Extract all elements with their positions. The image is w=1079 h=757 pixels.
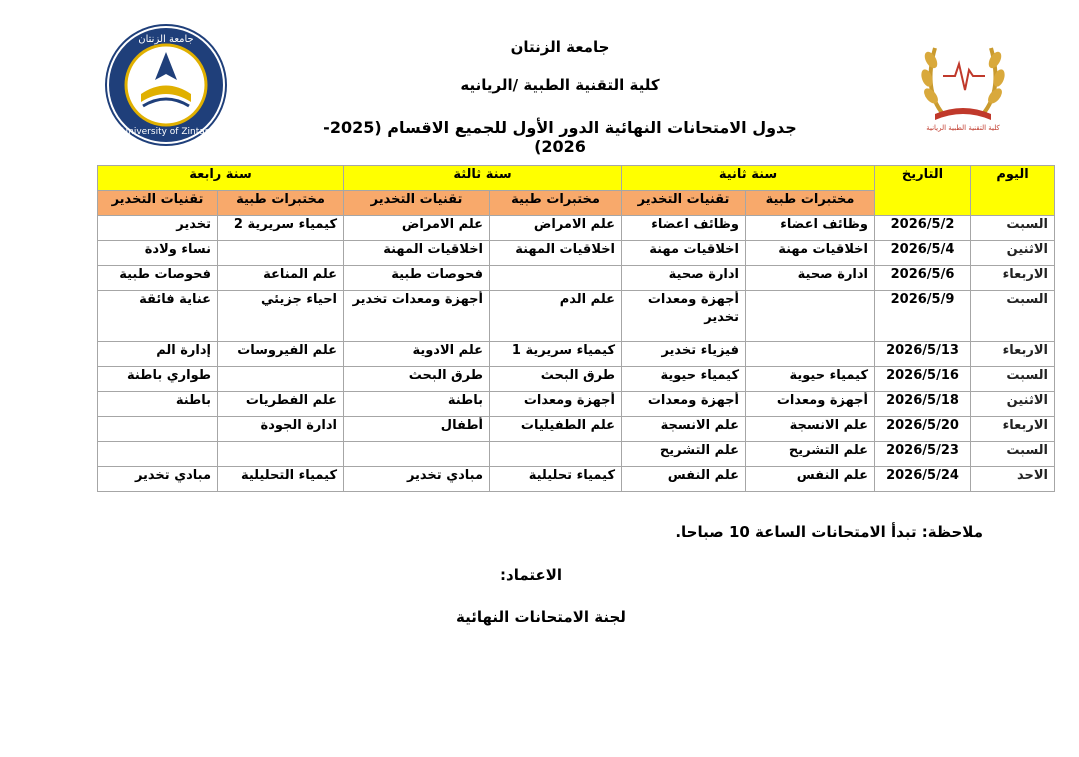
row-day: السبت	[971, 216, 1055, 241]
row-cell: علم التشريح	[622, 442, 746, 467]
row-cell: باطنة	[98, 392, 218, 417]
row-date: 2026/5/24	[875, 467, 971, 492]
header-day: اليوم	[971, 166, 1055, 216]
header-year-2: سنة ثانية	[622, 166, 875, 191]
college-logo	[913, 30, 1013, 134]
row-cell: باطنة	[344, 392, 490, 417]
row-day: الاثنين	[971, 392, 1055, 417]
row-cell: كيمياء التحليلية	[218, 467, 344, 492]
svg-text:University of Zintan: University of Zintan	[121, 127, 211, 137]
row-day: الاربعاء	[971, 342, 1055, 367]
row-cell	[344, 442, 490, 467]
table-row	[98, 266, 1055, 291]
header-year-4: سنة رابعة	[98, 166, 344, 191]
row-cell: علم الفطريات	[218, 392, 344, 417]
committee-signature: لجنة الامتحانات النهائية	[456, 608, 626, 626]
row-cell: كيمياء حيوية	[746, 367, 875, 392]
row-cell: تخدير	[98, 216, 218, 241]
row-cell: احياء جزيئي	[218, 291, 344, 342]
row-cell: كيمياء سريرية 2	[218, 216, 344, 241]
row-cell: علم المناعة	[218, 266, 344, 291]
row-cell: علم الانسجة	[746, 417, 875, 442]
row-cell	[218, 241, 344, 266]
row-cell	[98, 442, 218, 467]
row-cell: وظائف اعضاء	[746, 216, 875, 241]
row-date: 2026/5/20	[875, 417, 971, 442]
table-row	[98, 342, 1055, 367]
row-cell	[490, 442, 622, 467]
subheader: تقنيات التخدير	[344, 191, 490, 216]
subheader: تقنيات التخدير	[622, 191, 746, 216]
header-date: التاريخ	[875, 166, 971, 216]
row-cell: كيمياء سريرية 1	[490, 342, 622, 367]
exam-schedule-table	[97, 165, 1055, 492]
row-cell: اخلاقيات المهنة	[490, 241, 622, 266]
row-cell: ادارة الجودة	[218, 417, 344, 442]
row-cell: أجهزة ومعدات	[490, 392, 622, 417]
row-date: 2026/5/2	[875, 216, 971, 241]
row-cell: كيمياء حيوية	[622, 367, 746, 392]
row-cell: علم الامراض	[344, 216, 490, 241]
table-row	[98, 467, 1055, 492]
row-day: السبت	[971, 367, 1055, 392]
table-row	[98, 216, 1055, 241]
row-cell: أجهزة ومعدات	[746, 392, 875, 417]
row-cell: أطفال	[344, 417, 490, 442]
row-cell: أجهزة ومعدات	[622, 392, 746, 417]
row-cell	[98, 417, 218, 442]
row-date: 2026/5/6	[875, 266, 971, 291]
svg-text:جامعة الزنتان: جامعة الزنتان	[138, 34, 194, 45]
college-name: كلية التقنية الطبية /الريانيه	[460, 76, 660, 94]
row-cell	[218, 367, 344, 392]
row-cell: علم الادوية	[344, 342, 490, 367]
row-cell: علم النفس	[622, 467, 746, 492]
row-date: 2026/5/18	[875, 392, 971, 417]
svg-text:كلية التقنية الطبية الريانية: كلية التقنية الطبية الريانية	[926, 124, 1000, 132]
row-cell: علم النفس	[746, 467, 875, 492]
table-row	[98, 291, 1055, 342]
row-cell: أجهزة ومعدات تخدير	[622, 291, 746, 342]
row-date: 2026/5/13	[875, 342, 971, 367]
row-day: الاربعاء	[971, 266, 1055, 291]
row-cell: طرق البحث	[344, 367, 490, 392]
row-cell: فيزياء تخدير	[622, 342, 746, 367]
table-row	[98, 392, 1055, 417]
table-row	[98, 241, 1055, 266]
row-cell: علم التشريح	[746, 442, 875, 467]
table-row	[98, 367, 1055, 392]
row-cell	[490, 266, 622, 291]
table-row	[98, 417, 1055, 442]
row-cell: كيمياء تحليلية	[490, 467, 622, 492]
row-cell	[746, 291, 875, 342]
subheader: مختبرات طبية	[490, 191, 622, 216]
row-cell: علم الانسجة	[622, 417, 746, 442]
row-cell: فحوصات طبية	[344, 266, 490, 291]
row-cell: اخلاقيات مهنة	[622, 241, 746, 266]
row-cell: مبادي تخدير	[344, 467, 490, 492]
university-name: جامعة الزنتان	[510, 38, 610, 56]
row-day: السبت	[971, 291, 1055, 342]
row-cell: نساء ولادة	[98, 241, 218, 266]
row-cell: مبادي تخدير	[98, 467, 218, 492]
document-title: جدول الامتحانات النهائية الدور الأول للجميع الاقسام (2025-2026)	[323, 118, 797, 156]
row-cell	[746, 342, 875, 367]
row-cell: ادارة صحية	[746, 266, 875, 291]
row-cell: إدارة الم	[98, 342, 218, 367]
exam-time-note: ملاحظة: تبدأ الامتحانات الساعة 10 صباحا.	[675, 523, 983, 541]
row-day: السبت	[971, 442, 1055, 467]
row-cell: فحوصات طبية	[98, 266, 218, 291]
row-cell: وظائف اعضاء	[622, 216, 746, 241]
row-cell: اخلاقيات المهنة	[344, 241, 490, 266]
approval-label: الاعتماد:	[500, 566, 563, 584]
row-cell: طرق البحث	[490, 367, 622, 392]
row-cell: طواري باطنة	[98, 367, 218, 392]
row-cell: عناية فائقة	[98, 291, 218, 342]
subheader: مختبرات طبية	[746, 191, 875, 216]
row-cell: اخلاقيات مهنة	[746, 241, 875, 266]
row-date: 2026/5/9	[875, 291, 971, 342]
row-cell: علم الفيروسات	[218, 342, 344, 367]
subheader: مختبرات طبية	[218, 191, 344, 216]
row-date: 2026/5/16	[875, 367, 971, 392]
row-cell: علم الدم	[490, 291, 622, 342]
row-day: الاحد	[971, 467, 1055, 492]
row-cell	[218, 442, 344, 467]
university-of-zintan-logo	[103, 22, 229, 148]
row-day: الاثنين	[971, 241, 1055, 266]
header-year-3: سنة ثالثة	[344, 166, 622, 191]
row-cell: أجهزة ومعدات تخدير	[344, 291, 490, 342]
row-cell: علم الامراض	[490, 216, 622, 241]
row-cell: علم الطفيليات	[490, 417, 622, 442]
table-row	[98, 442, 1055, 467]
row-date: 2026/5/4	[875, 241, 971, 266]
subheader: تقنيات التخدير	[98, 191, 218, 216]
row-day: الاربعاء	[971, 417, 1055, 442]
row-cell: ادارة صحية	[622, 266, 746, 291]
row-date: 2026/5/23	[875, 442, 971, 467]
